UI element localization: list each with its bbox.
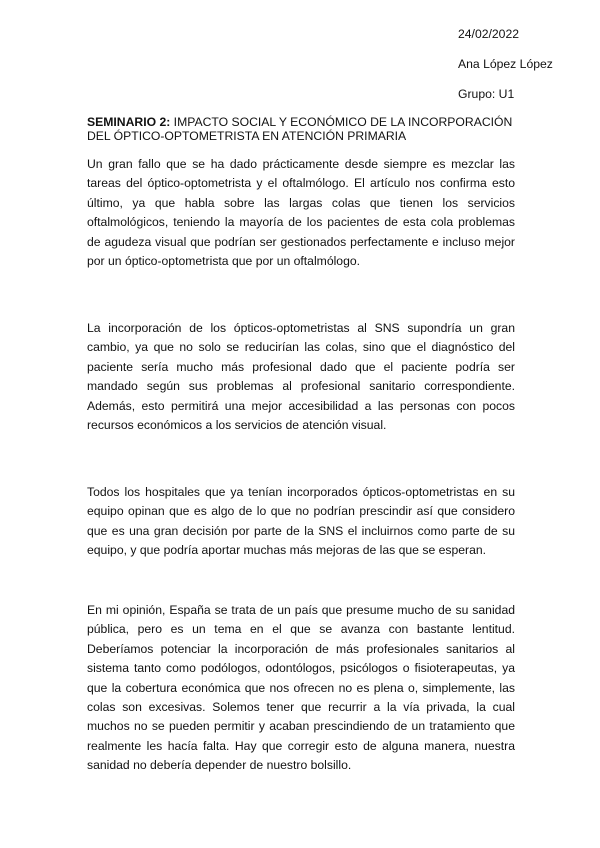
paragraph-2: La incorporación de los ópticos-optometristas al SNS supondría un gran cambio, ya que no solo se reducirían las colas, sino que el diagnóstico del paciente sería mucho más profesional dado que el paciente podría ser mandado según sus problemas al profesional sanitario correspondiente. Además, esto permitirá una mejor accesibilidad a las personas con pocos recursos económicos a los servicios de atención visual. (87, 321, 515, 433)
paragraph-1: Un gran fallo que se ha dado prácticamente desde siempre es mezclar las tareas del óptico-optometrista y el oftalmólogo. El artículo nos confirma esto último, ya que habla sobre las largas colas que tienen los servicios oftalmológicos, teniendo la mayoría de los pacientes de esta cola problemas de agudeza visual que podrían ser gestionados perfectamente e incluso mejor por un óptico-optometrista que por un oftalmólogo. (87, 157, 515, 269)
paragraph-3: Todos los hospitales que ya tenían incorporados ópticos-optometristas en su equipo opinan que es algo de lo que no podrían prescindir así que considero que es una gran decisión por parte de la SNS el incluirnos como parte de su equipo, y que podría aportar muchas más mejoras de las que se esperan. (87, 485, 515, 558)
title-text: IMPACTO SOCIAL Y ECONÓMICO DE LA INCORPORACIÓN DEL ÓPTICO-OPTOMETRISTA EN ATENCIÓN PRIMARIA (87, 115, 513, 143)
document-title (87, 115, 527, 143)
paragraph-4: En mi opinión, España se trata de un país que presume mucho de su sanidad pública, pero es un tema en el que se avanza con bastante lentitud. Deberíamos potenciar la incorporación de más profesionales sanitarios al sistema tanto como podólogos, odontólogos, psicólogos o fisioterapeutas, ya que la cobertura económica que nos ofrecen no es plena o, simplemente, las colas son excesivas. Solemos tener que recurrir a la vía privada, la cual muchos no se pueden permitir y acaban prescindiendo de un tratamiento que realmente les hacía falta. Hay que corregir esto de alguna manera, nuestra sanidad no debería depender de nuestro bolsillo. (87, 603, 515, 773)
header-author: Ana López López (458, 57, 553, 71)
header-date: 24/02/2022 (458, 27, 519, 41)
header-group: Grupo: U1 (458, 87, 515, 101)
title-label: SEMINARIO 2: (87, 115, 171, 129)
